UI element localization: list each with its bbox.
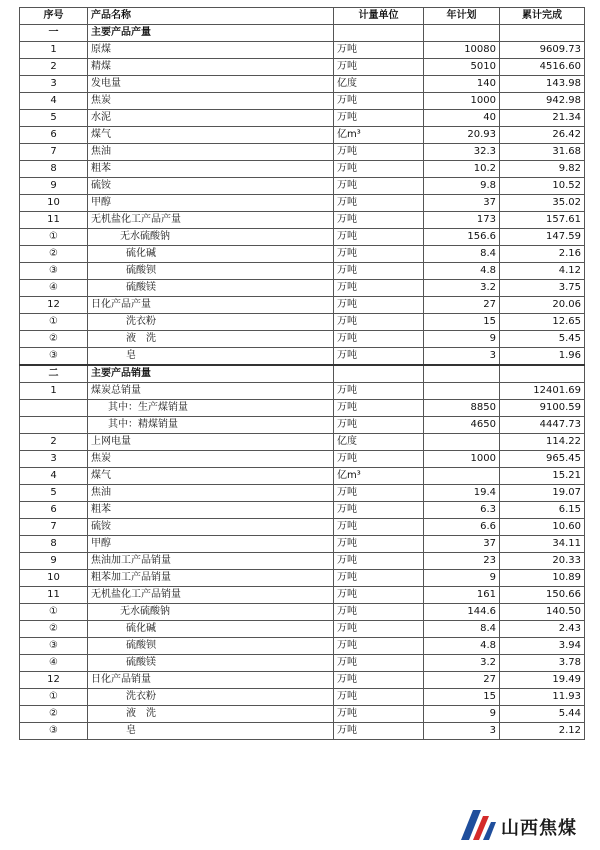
table-row xyxy=(20,314,585,331)
cell-seq: ③ xyxy=(20,348,88,366)
cell-plan xyxy=(424,468,500,485)
cell-done: 9.82 xyxy=(500,161,585,178)
table-row xyxy=(20,553,585,570)
cell-name: 无机盐化工产品产量 xyxy=(88,212,334,229)
cell-seq: 2 xyxy=(20,434,88,451)
cell-unit: 万吨 xyxy=(334,672,424,689)
cell-unit: 亿m³ xyxy=(334,127,424,144)
cell-unit: 万吨 xyxy=(334,59,424,76)
cell-name: 上网电量 xyxy=(88,434,334,451)
cell-plan: 40 xyxy=(424,110,500,127)
cell-unit: 万吨 xyxy=(334,587,424,604)
cell-plan: 3.2 xyxy=(424,655,500,672)
cell-name: 硫酸镁 xyxy=(88,280,334,297)
cell-plan: 173 xyxy=(424,212,500,229)
table-row xyxy=(20,723,585,740)
cell-unit: 万吨 xyxy=(334,689,424,706)
cell-unit: 万吨 xyxy=(334,706,424,723)
cell-name: 皂 xyxy=(88,723,334,740)
table-row xyxy=(20,127,585,144)
section-row xyxy=(20,25,585,42)
cell-seq: 11 xyxy=(20,212,88,229)
cell-plan: 15 xyxy=(424,689,500,706)
cell-seq: ① xyxy=(20,229,88,246)
cell-seq: 一 xyxy=(20,25,88,42)
cell-name: 液 洗 xyxy=(88,331,334,348)
cell-unit: 万吨 xyxy=(334,638,424,655)
table-row xyxy=(20,246,585,263)
cell-done: 34.11 xyxy=(500,536,585,553)
cell-name: 硫酸钡 xyxy=(88,638,334,655)
header-name: 产品名称 xyxy=(88,8,334,25)
cell-seq xyxy=(20,400,88,417)
cell-done: 114.22 xyxy=(500,434,585,451)
cell-plan xyxy=(424,25,500,42)
cell-done xyxy=(500,25,585,42)
cell-unit: 万吨 xyxy=(334,485,424,502)
cell-plan: 9 xyxy=(424,331,500,348)
table-row xyxy=(20,638,585,655)
cell-done: 20.33 xyxy=(500,553,585,570)
cell-name: 焦油 xyxy=(88,144,334,161)
cell-seq xyxy=(20,417,88,434)
cell-plan: 4.8 xyxy=(424,638,500,655)
cell-done: 9609.73 xyxy=(500,42,585,59)
cell-name: 焦油加工产品销量 xyxy=(88,553,334,570)
cell-name: 水泥 xyxy=(88,110,334,127)
table-row xyxy=(20,297,585,314)
cell-seq: 6 xyxy=(20,127,88,144)
cell-name: 主要产品产量 xyxy=(88,25,334,42)
cell-done: 31.68 xyxy=(500,144,585,161)
cell-plan: 19.4 xyxy=(424,485,500,502)
logo-text: 山西焦煤 xyxy=(501,818,577,839)
table-row xyxy=(20,417,585,434)
cell-plan: 3 xyxy=(424,723,500,740)
table-row xyxy=(20,331,585,348)
cell-name: 原煤 xyxy=(88,42,334,59)
table-header-row xyxy=(20,8,585,25)
cell-plan: 161 xyxy=(424,587,500,604)
table-row xyxy=(20,655,585,672)
cell-plan xyxy=(424,365,500,383)
cell-name: 日化产品产量 xyxy=(88,297,334,314)
table-row xyxy=(20,195,585,212)
cell-plan xyxy=(424,383,500,400)
cell-done: 942.98 xyxy=(500,93,585,110)
table-row xyxy=(20,76,585,93)
cell-unit: 万吨 xyxy=(334,178,424,195)
cell-plan: 156.6 xyxy=(424,229,500,246)
cell-plan: 37 xyxy=(424,195,500,212)
cell-plan: 140 xyxy=(424,76,500,93)
cell-done: 1.96 xyxy=(500,348,585,366)
table-row xyxy=(20,434,585,451)
cell-unit: 万吨 xyxy=(334,110,424,127)
cell-seq: ① xyxy=(20,314,88,331)
cell-plan: 27 xyxy=(424,672,500,689)
cell-seq: ③ xyxy=(20,723,88,740)
cell-plan: 3.2 xyxy=(424,280,500,297)
cell-seq: 11 xyxy=(20,587,88,604)
cell-unit: 万吨 xyxy=(334,195,424,212)
cell-done: 9100.59 xyxy=(500,400,585,417)
cell-seq: 1 xyxy=(20,383,88,400)
cell-done: 21.34 xyxy=(500,110,585,127)
cell-done: 2.16 xyxy=(500,246,585,263)
cell-unit: 万吨 xyxy=(334,161,424,178)
cell-seq: 4 xyxy=(20,468,88,485)
cell-unit: 万吨 xyxy=(334,502,424,519)
cell-seq: 6 xyxy=(20,502,88,519)
cell-unit: 万吨 xyxy=(334,655,424,672)
cell-plan: 20.93 xyxy=(424,127,500,144)
table-row xyxy=(20,400,585,417)
table-row xyxy=(20,161,585,178)
cell-plan: 9.8 xyxy=(424,178,500,195)
cell-done: 10.52 xyxy=(500,178,585,195)
cell-plan: 9 xyxy=(424,570,500,587)
cell-plan: 1000 xyxy=(424,93,500,110)
table-row xyxy=(20,672,585,689)
cell-seq: 3 xyxy=(20,76,88,93)
cell-seq: 12 xyxy=(20,297,88,314)
table-row xyxy=(20,263,585,280)
cell-unit: 万吨 xyxy=(334,144,424,161)
table-row xyxy=(20,570,585,587)
table-row xyxy=(20,229,585,246)
cell-unit: 万吨 xyxy=(334,263,424,280)
cell-unit: 万吨 xyxy=(334,621,424,638)
cell-seq: ② xyxy=(20,706,88,723)
header-done: 累计完成 xyxy=(500,8,585,25)
cell-done: 150.66 xyxy=(500,587,585,604)
cell-plan: 144.6 xyxy=(424,604,500,621)
cell-plan xyxy=(424,434,500,451)
cell-plan: 8.4 xyxy=(424,246,500,263)
cell-seq: 5 xyxy=(20,485,88,502)
cell-seq: 10 xyxy=(20,195,88,212)
cell-unit: 万吨 xyxy=(334,348,424,366)
cell-unit: 万吨 xyxy=(334,93,424,110)
cell-plan: 8850 xyxy=(424,400,500,417)
cell-name: 硫铵 xyxy=(88,519,334,536)
cell-seq: ① xyxy=(20,689,88,706)
cell-seq: ③ xyxy=(20,263,88,280)
cell-seq: 4 xyxy=(20,93,88,110)
cell-name: 洗衣粉 xyxy=(88,314,334,331)
cell-seq: ④ xyxy=(20,280,88,297)
cell-plan: 10080 xyxy=(424,42,500,59)
cell-name: 焦炭 xyxy=(88,93,334,110)
cell-plan: 10.2 xyxy=(424,161,500,178)
cell-name: 其中：生产煤销量 xyxy=(88,400,334,417)
cell-name: 日化产品销量 xyxy=(88,672,334,689)
cell-unit: 万吨 xyxy=(334,417,424,434)
cell-unit: 亿m³ xyxy=(334,468,424,485)
cell-done: 4516.60 xyxy=(500,59,585,76)
cell-plan: 9 xyxy=(424,706,500,723)
cell-done: 26.42 xyxy=(500,127,585,144)
table-row xyxy=(20,621,585,638)
cell-seq: 7 xyxy=(20,144,88,161)
cell-done: 12401.69 xyxy=(500,383,585,400)
table-row xyxy=(20,383,585,400)
cell-done: 12.65 xyxy=(500,314,585,331)
table-row xyxy=(20,485,585,502)
cell-plan: 8.4 xyxy=(424,621,500,638)
cell-unit: 万吨 xyxy=(334,553,424,570)
cell-done: 11.93 xyxy=(500,689,585,706)
cell-name: 洗衣粉 xyxy=(88,689,334,706)
cell-name: 煤炭总销量 xyxy=(88,383,334,400)
cell-seq: ④ xyxy=(20,655,88,672)
cell-seq: ② xyxy=(20,621,88,638)
table-row xyxy=(20,59,585,76)
cell-name: 硫化碱 xyxy=(88,246,334,263)
cell-done: 5.45 xyxy=(500,331,585,348)
cell-seq: 9 xyxy=(20,178,88,195)
cell-name: 硫酸镁 xyxy=(88,655,334,672)
cell-done: 2.43 xyxy=(500,621,585,638)
cell-name: 无水硫酸钠 xyxy=(88,604,334,621)
table-row xyxy=(20,93,585,110)
table-row xyxy=(20,42,585,59)
production-sales-table xyxy=(19,7,585,740)
table-row xyxy=(20,519,585,536)
table-row xyxy=(20,178,585,195)
cell-name: 焦油 xyxy=(88,485,334,502)
cell-name: 主要产品销量 xyxy=(88,365,334,383)
cell-name: 硫酸钡 xyxy=(88,263,334,280)
cell-unit xyxy=(334,365,424,383)
cell-name: 精煤 xyxy=(88,59,334,76)
cell-name: 甲醇 xyxy=(88,536,334,553)
cell-done: 19.07 xyxy=(500,485,585,502)
cell-done: 3.75 xyxy=(500,280,585,297)
cell-seq: 8 xyxy=(20,536,88,553)
section-row xyxy=(20,365,585,383)
shanxi-coking-coal-logo-icon xyxy=(459,808,497,842)
cell-plan: 5010 xyxy=(424,59,500,76)
table-row xyxy=(20,536,585,553)
cell-unit: 万吨 xyxy=(334,604,424,621)
cell-done: 35.02 xyxy=(500,195,585,212)
company-logo xyxy=(459,808,589,842)
cell-unit: 万吨 xyxy=(334,314,424,331)
cell-done: 6.15 xyxy=(500,502,585,519)
cell-seq: 8 xyxy=(20,161,88,178)
cell-unit: 亿度 xyxy=(334,76,424,93)
header-seq: 序号 xyxy=(20,8,88,25)
cell-unit: 万吨 xyxy=(334,297,424,314)
cell-done: 4447.73 xyxy=(500,417,585,434)
cell-unit: 万吨 xyxy=(334,536,424,553)
cell-name: 无机盐化工产品销量 xyxy=(88,587,334,604)
cell-seq: 2 xyxy=(20,59,88,76)
cell-done: 20.06 xyxy=(500,297,585,314)
header-unit: 计量单位 xyxy=(334,8,424,25)
cell-done: 3.94 xyxy=(500,638,585,655)
cell-unit: 万吨 xyxy=(334,246,424,263)
table-row xyxy=(20,689,585,706)
table-row xyxy=(20,144,585,161)
cell-unit: 万吨 xyxy=(334,280,424,297)
cell-done: 10.89 xyxy=(500,570,585,587)
cell-name: 煤气 xyxy=(88,468,334,485)
cell-seq: ③ xyxy=(20,638,88,655)
cell-seq: 12 xyxy=(20,672,88,689)
cell-name: 粗苯 xyxy=(88,502,334,519)
cell-plan: 32.3 xyxy=(424,144,500,161)
table-row xyxy=(20,604,585,621)
table-row xyxy=(20,212,585,229)
cell-done: 19.49 xyxy=(500,672,585,689)
cell-unit: 万吨 xyxy=(334,451,424,468)
table-row xyxy=(20,587,585,604)
cell-unit: 万吨 xyxy=(334,570,424,587)
cell-seq: ② xyxy=(20,246,88,263)
table-row xyxy=(20,280,585,297)
cell-unit: 万吨 xyxy=(334,331,424,348)
cell-done: 4.12 xyxy=(500,263,585,280)
cell-seq: 3 xyxy=(20,451,88,468)
cell-seq: 5 xyxy=(20,110,88,127)
cell-name: 液 洗 xyxy=(88,706,334,723)
cell-unit: 万吨 xyxy=(334,229,424,246)
cell-unit: 万吨 xyxy=(334,42,424,59)
cell-done: 140.50 xyxy=(500,604,585,621)
cell-name: 焦炭 xyxy=(88,451,334,468)
cell-unit xyxy=(334,25,424,42)
cell-done: 143.98 xyxy=(500,76,585,93)
cell-seq: 1 xyxy=(20,42,88,59)
cell-plan: 27 xyxy=(424,297,500,314)
cell-plan: 3 xyxy=(424,348,500,366)
cell-name: 甲醇 xyxy=(88,195,334,212)
cell-done: 10.60 xyxy=(500,519,585,536)
cell-seq: ① xyxy=(20,604,88,621)
cell-seq: 二 xyxy=(20,365,88,383)
cell-plan: 23 xyxy=(424,553,500,570)
cell-plan: 15 xyxy=(424,314,500,331)
cell-unit: 万吨 xyxy=(334,400,424,417)
table-row xyxy=(20,502,585,519)
cell-unit: 亿度 xyxy=(334,434,424,451)
cell-plan: 1000 xyxy=(424,451,500,468)
cell-done: 15.21 xyxy=(500,468,585,485)
cell-name: 硫铵 xyxy=(88,178,334,195)
cell-unit: 万吨 xyxy=(334,723,424,740)
cell-name: 粗苯 xyxy=(88,161,334,178)
cell-plan: 4.8 xyxy=(424,263,500,280)
table-row xyxy=(20,468,585,485)
cell-name: 皂 xyxy=(88,348,334,366)
cell-unit: 万吨 xyxy=(334,519,424,536)
cell-name: 硫化碱 xyxy=(88,621,334,638)
cell-done xyxy=(500,365,585,383)
cell-unit: 万吨 xyxy=(334,212,424,229)
cell-done: 965.45 xyxy=(500,451,585,468)
cell-done: 147.59 xyxy=(500,229,585,246)
table-row xyxy=(20,706,585,723)
cell-done: 2.12 xyxy=(500,723,585,740)
table-row xyxy=(20,348,585,366)
cell-name: 无水硫酸钠 xyxy=(88,229,334,246)
cell-name: 发电量 xyxy=(88,76,334,93)
table-row xyxy=(20,451,585,468)
cell-seq: ② xyxy=(20,331,88,348)
cell-seq: 7 xyxy=(20,519,88,536)
cell-plan: 37 xyxy=(424,536,500,553)
cell-done: 157.61 xyxy=(500,212,585,229)
cell-plan: 6.6 xyxy=(424,519,500,536)
cell-unit: 万吨 xyxy=(334,383,424,400)
cell-plan: 4650 xyxy=(424,417,500,434)
cell-name: 粗苯加工产品销量 xyxy=(88,570,334,587)
cell-seq: 10 xyxy=(20,570,88,587)
cell-plan: 6.3 xyxy=(424,502,500,519)
cell-seq: 9 xyxy=(20,553,88,570)
cell-name: 煤气 xyxy=(88,127,334,144)
cell-done: 5.44 xyxy=(500,706,585,723)
header-plan: 年计划 xyxy=(424,8,500,25)
table-row xyxy=(20,110,585,127)
cell-done: 3.78 xyxy=(500,655,585,672)
cell-name: 其中：精煤销量 xyxy=(88,417,334,434)
